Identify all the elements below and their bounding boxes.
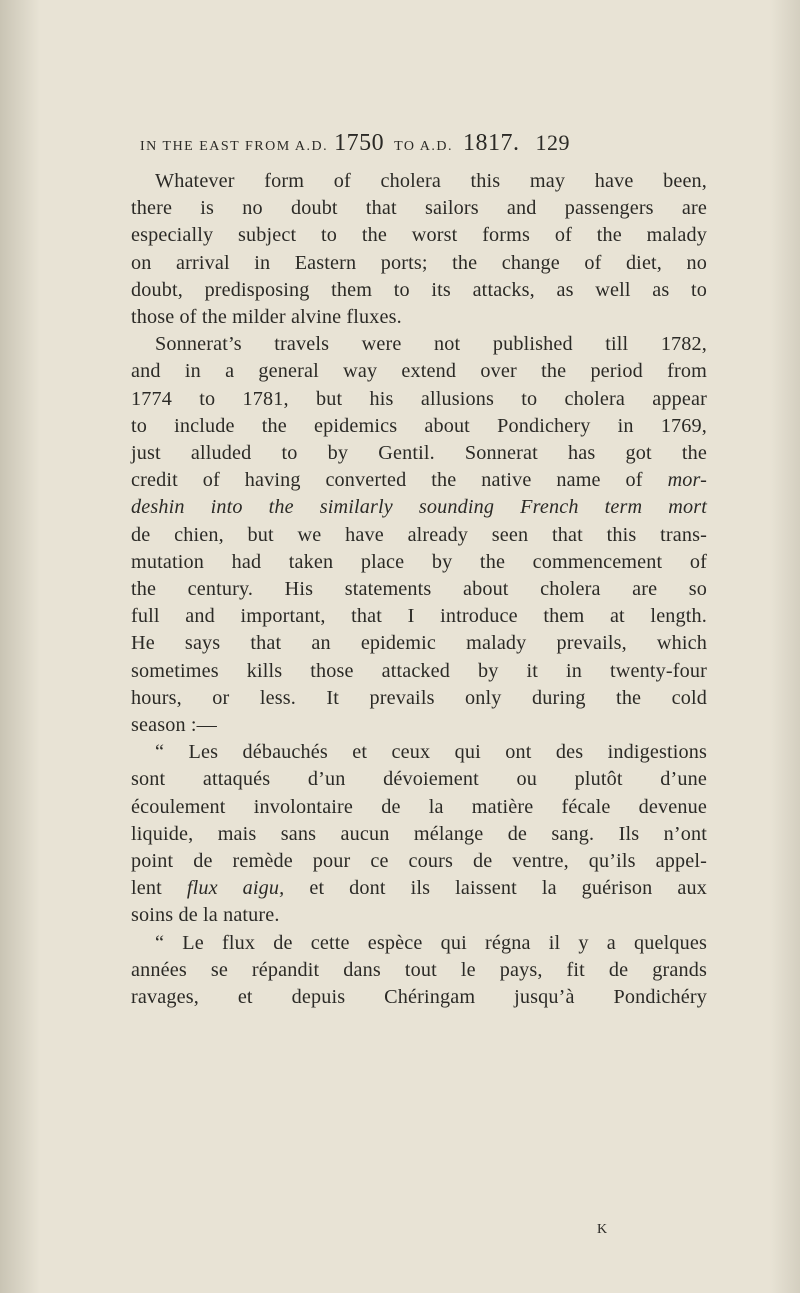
text-line: hours, or less. It prevails only during the cold — [131, 686, 707, 709]
text-segment: lent — [131, 877, 162, 900]
page-number: 129 — [535, 130, 570, 155]
text-line: “ Les débauchés et ceux qui ont des indigestions — [155, 741, 707, 764]
text-line: mutation had taken place by the commencement of — [131, 550, 707, 573]
page-edge-shadow-left — [0, 0, 40, 1293]
text-line: those of the milder alvine fluxes. — [131, 306, 402, 329]
text-line: and in a general way extend over the period from — [131, 360, 707, 383]
text-line: just alluded to by Gentil. Sonnerat has got the — [131, 442, 707, 465]
text-line: écoulement involontaire de la matière fécale devenue — [131, 795, 707, 818]
text-segment: et dont ils laissent la guérison aux — [309, 877, 707, 900]
text-line — [131, 467, 707, 494]
text-line: point de remède pour ce cours de ventre, qu’ils appel- — [131, 850, 707, 873]
text-line: Whatever form of cholera this may have been, — [155, 170, 707, 192]
text-line: the century. His statements about cholera are so — [131, 578, 707, 601]
italic-term: mor- — [667, 469, 708, 492]
text-line: doubt, predisposing them to its attacks, as well as to — [131, 278, 707, 301]
text-line: “ Le flux de cette espèce qui régna il y a quelques — [155, 931, 707, 954]
text-line: especially subject to the worst forms of the malady — [131, 224, 707, 247]
running-head — [140, 130, 700, 157]
signature-mark: K — [597, 1222, 609, 1237]
running-head-year-to: 1817. — [462, 130, 520, 156]
text-line: season :— — [131, 714, 218, 737]
italic-term: flux aigu, — [186, 877, 285, 900]
text-line — [131, 875, 707, 902]
text-line: full and important, that I introduce them at length. — [131, 605, 707, 628]
page-edge-shadow-right — [770, 0, 800, 1293]
text-line: de chien, but we have already seen that this trans- — [131, 523, 707, 546]
text-line — [131, 494, 707, 521]
text-line: liquide, mais sans aucun mélange de sang. Ils n’ont — [131, 822, 707, 845]
text-segment: credit of having converted the native name of — [131, 469, 643, 492]
text-line: there is no doubt that sailors and passengers are — [131, 197, 707, 220]
body-text — [131, 168, 707, 1011]
text-line: to include the epidemics about Pondichery in 1769, — [131, 414, 707, 437]
text-line: Sonnerat’s travels were not published till 1782, — [155, 333, 707, 356]
text-line: ravages, et depuis Chéringam jusqu’à Pondichéry — [131, 986, 707, 1009]
text-line: sometimes kills those attacked by it in twenty-four — [131, 659, 707, 682]
text-line: He says that an epidemic malady prevails, which — [131, 632, 707, 655]
italic-term: deshin into the similarly sounding French term — [131, 496, 643, 519]
italic-term: mort — [668, 496, 708, 519]
running-head-year-from: 1750 — [334, 130, 385, 156]
running-head-to: TO A.D. — [394, 139, 453, 154]
text-line: on arrival in Eastern ports; the change of diet, no — [131, 251, 707, 274]
text-line: 1774 to 1781, but his allusions to cholera appear — [131, 387, 707, 410]
text-line: années se répandit dans tout le pays, fit de grands — [131, 958, 707, 981]
text-line: sont attaqués d’un dévoiement ou plutôt d’une — [131, 768, 707, 791]
running-head-prefix: IN THE EAST FROM A.D. — [140, 139, 329, 154]
text-line: soins de la nature. — [131, 904, 280, 927]
